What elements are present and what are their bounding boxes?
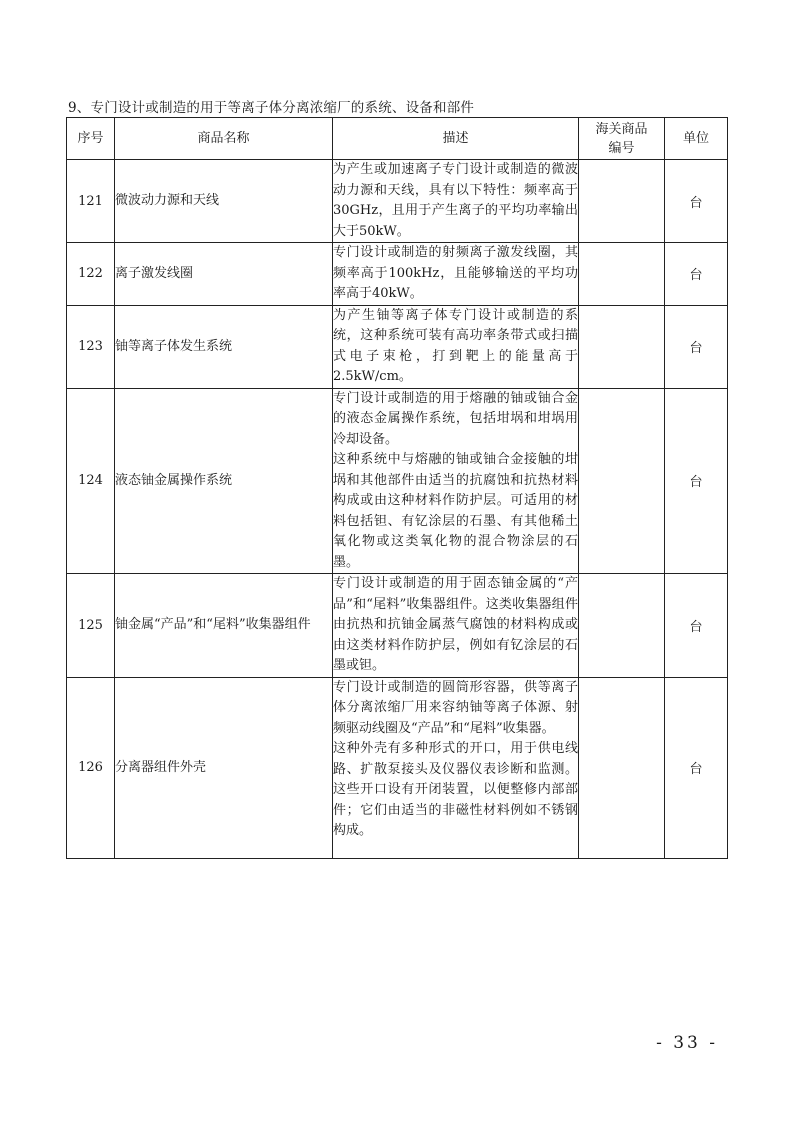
description-paragraph: 这种外壳有多种形式的开口，用于供电线路、扩散泵接头及仪器仪表诊断和监测。这些开口设有开闭装置，以便整修内部部件；它们由适当的非磁性材料例如不锈钢构成。	[333, 741, 578, 838]
row-name: 液态铀金属操作系统	[115, 388, 333, 574]
row-hs-code	[579, 388, 665, 574]
section-title: 9、专门设计或制造的用于等离子体分离浓缩厂的系统、设备和部件	[68, 100, 475, 116]
row-hs-code	[579, 305, 665, 388]
description-paragraph: 专门设计或制造的用于熔融的铀或铀合金的液态金属操作系统，包括坩埚和坩埚用冷却设备。	[333, 390, 578, 447]
table-row	[67, 243, 728, 306]
description-paragraph: 为产生或加速离子专门设计或制造的微波动力源和天线，具有以下特性：频率高于30GHz，且用于产生离子的平均功率输出大于50kW。	[333, 162, 578, 239]
row-description	[333, 243, 579, 306]
row-no: 123	[67, 305, 115, 388]
page-number: - 33 -	[656, 1033, 718, 1053]
description-paragraph: 专门设计或制造的射频离子激发线圈，其频率高于100kHz，且能够输送的平均功率高于40kW。	[333, 245, 578, 301]
row-unit: 台	[665, 677, 728, 858]
header-no: 序号	[67, 118, 115, 160]
table-row	[67, 160, 728, 243]
row-name: 铀等离子体发生系统	[115, 305, 333, 388]
header-hs-code: 海关商品编号	[579, 118, 665, 160]
row-no: 122	[67, 243, 115, 306]
table-row	[67, 574, 728, 678]
description-paragraph: 专门设计或制造的圆筒形容器，供等离子体分离浓缩厂用来容纳铀等离子体源、射频驱动线圈及“产品”和“尾料”收集器。	[333, 679, 578, 736]
row-no: 121	[67, 160, 115, 243]
row-description	[333, 574, 579, 678]
row-description	[333, 677, 579, 858]
row-unit: 台	[665, 305, 728, 388]
description-paragraph: 专门设计或制造的用于固态铀金属的“产品”和“尾料”收集器组件。这类收集器组件由抗热和抗铀金属蒸气腐蚀的材料构成或由这类材料作防护层，例如有钇涂层的石墨或钽。	[333, 576, 578, 673]
row-hs-code	[579, 677, 665, 858]
row-unit: 台	[665, 574, 728, 678]
row-name: 离子激发线圈	[115, 243, 333, 306]
header-unit: 单位	[665, 118, 728, 160]
table-row	[67, 388, 728, 574]
row-name: 分离器组件外壳	[115, 677, 333, 858]
row-unit: 台	[665, 243, 728, 306]
row-no: 126	[67, 677, 115, 858]
description-paragraph: 为产生铀等离子体专门设计或制造的系统，这种系统可装有高功率条带式或扫描式电子束枪，打到靶上的能量高于2.5kW/cm。	[333, 307, 578, 384]
row-unit: 台	[665, 388, 728, 574]
goods-table	[66, 117, 728, 859]
row-hs-code	[579, 243, 665, 306]
table-header-row	[67, 118, 728, 160]
row-description	[333, 388, 579, 574]
row-no: 125	[67, 574, 115, 678]
table-row	[67, 677, 728, 858]
header-name: 商品名称	[115, 118, 333, 160]
row-name: 微波动力源和天线	[115, 160, 333, 243]
row-no: 124	[67, 388, 115, 574]
row-name: 铀金属“产品”和“尾料”收集器组件	[115, 574, 333, 678]
table-row	[67, 305, 728, 388]
row-description	[333, 305, 579, 388]
row-hs-code	[579, 574, 665, 678]
description-paragraph: 这种系统中与熔融的铀或铀合金接触的坩埚和其他部件由适当的抗腐蚀和抗热材料构成或由这种材料作防护层。可适用的材料包括钽、有钇涂层的石墨、有其他稀土氧化物或这类氧化物的混合物涂层的石墨。	[333, 452, 578, 570]
row-hs-code	[579, 160, 665, 243]
row-unit: 台	[665, 160, 728, 243]
row-description	[333, 160, 579, 243]
header-description: 描述	[333, 118, 579, 160]
